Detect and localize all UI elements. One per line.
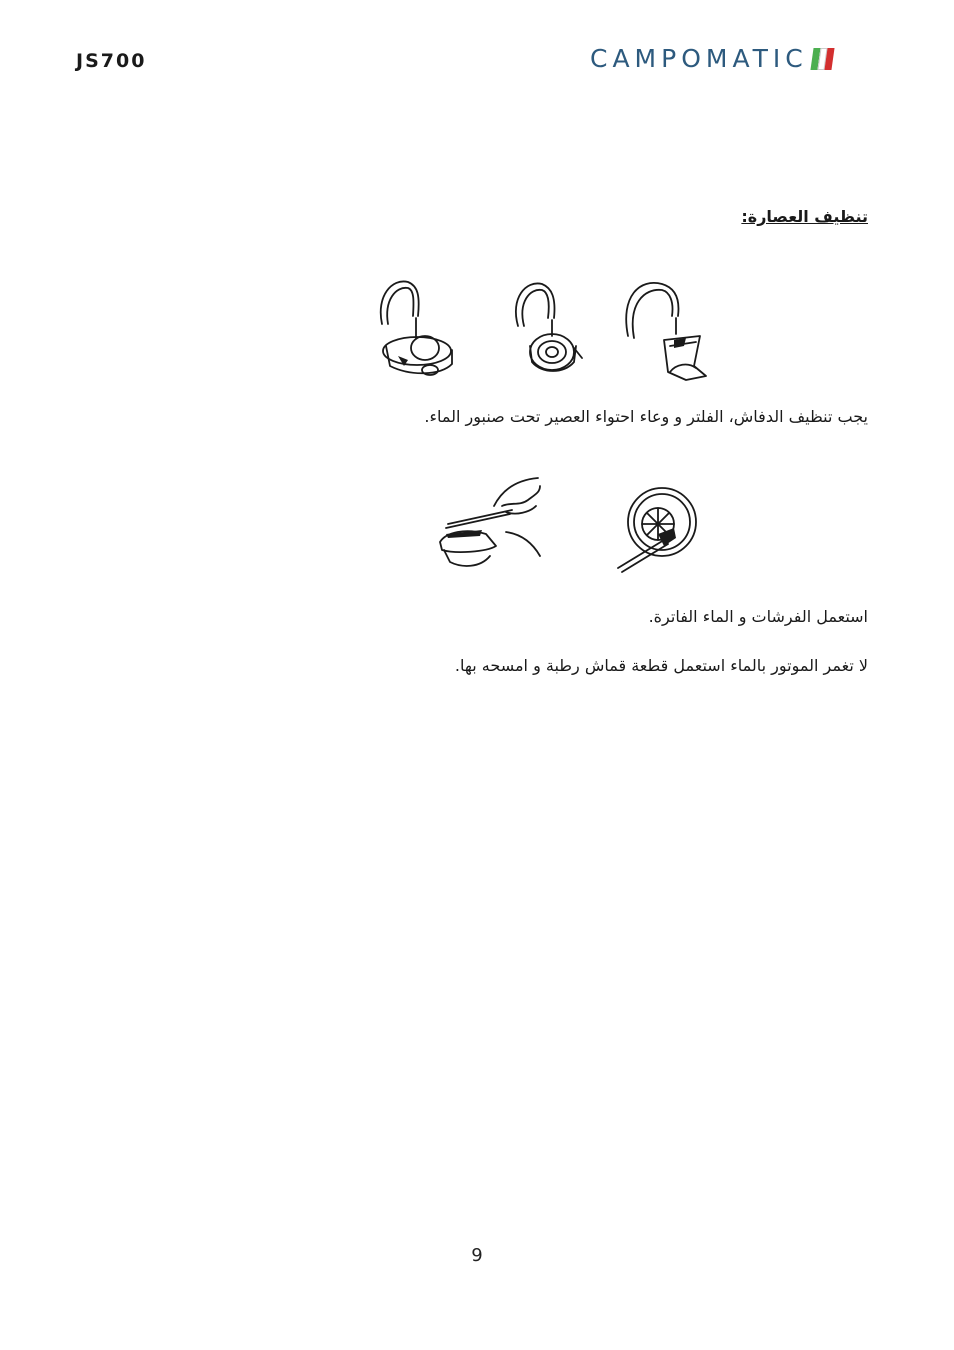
brand-logo <box>590 44 833 74</box>
brush-cleaning-illustration <box>436 472 704 576</box>
section-heading: تنظيف العصارة: <box>741 207 868 226</box>
page-number: 9 <box>471 1245 483 1266</box>
model-name: JS700 <box>76 50 147 72</box>
filter-brushing-icon <box>618 488 696 572</box>
rinsing-parts-illustration <box>370 276 715 386</box>
brush-instruction: استعمل الفرشات و الماء الفاترة. <box>648 607 868 626</box>
motor-warning: لا تغمر الموتور بالماء استعمل قطعة قماش رطبة و امسحه بها. <box>454 656 868 675</box>
hand-brushing-icon <box>440 478 540 566</box>
rinse-instruction: يجب تنظيف الدفاش، الفلتر و وعاء احتواء العصير تحت صنبور الماء. <box>424 407 868 426</box>
faucet-juice-container-icon <box>626 283 706 380</box>
faucet-pusher-icon <box>381 281 452 375</box>
faucet-filter-icon <box>516 283 582 371</box>
brand-name: CAMPOMATIC <box>590 44 808 73</box>
italian-flag-icon <box>810 48 834 70</box>
